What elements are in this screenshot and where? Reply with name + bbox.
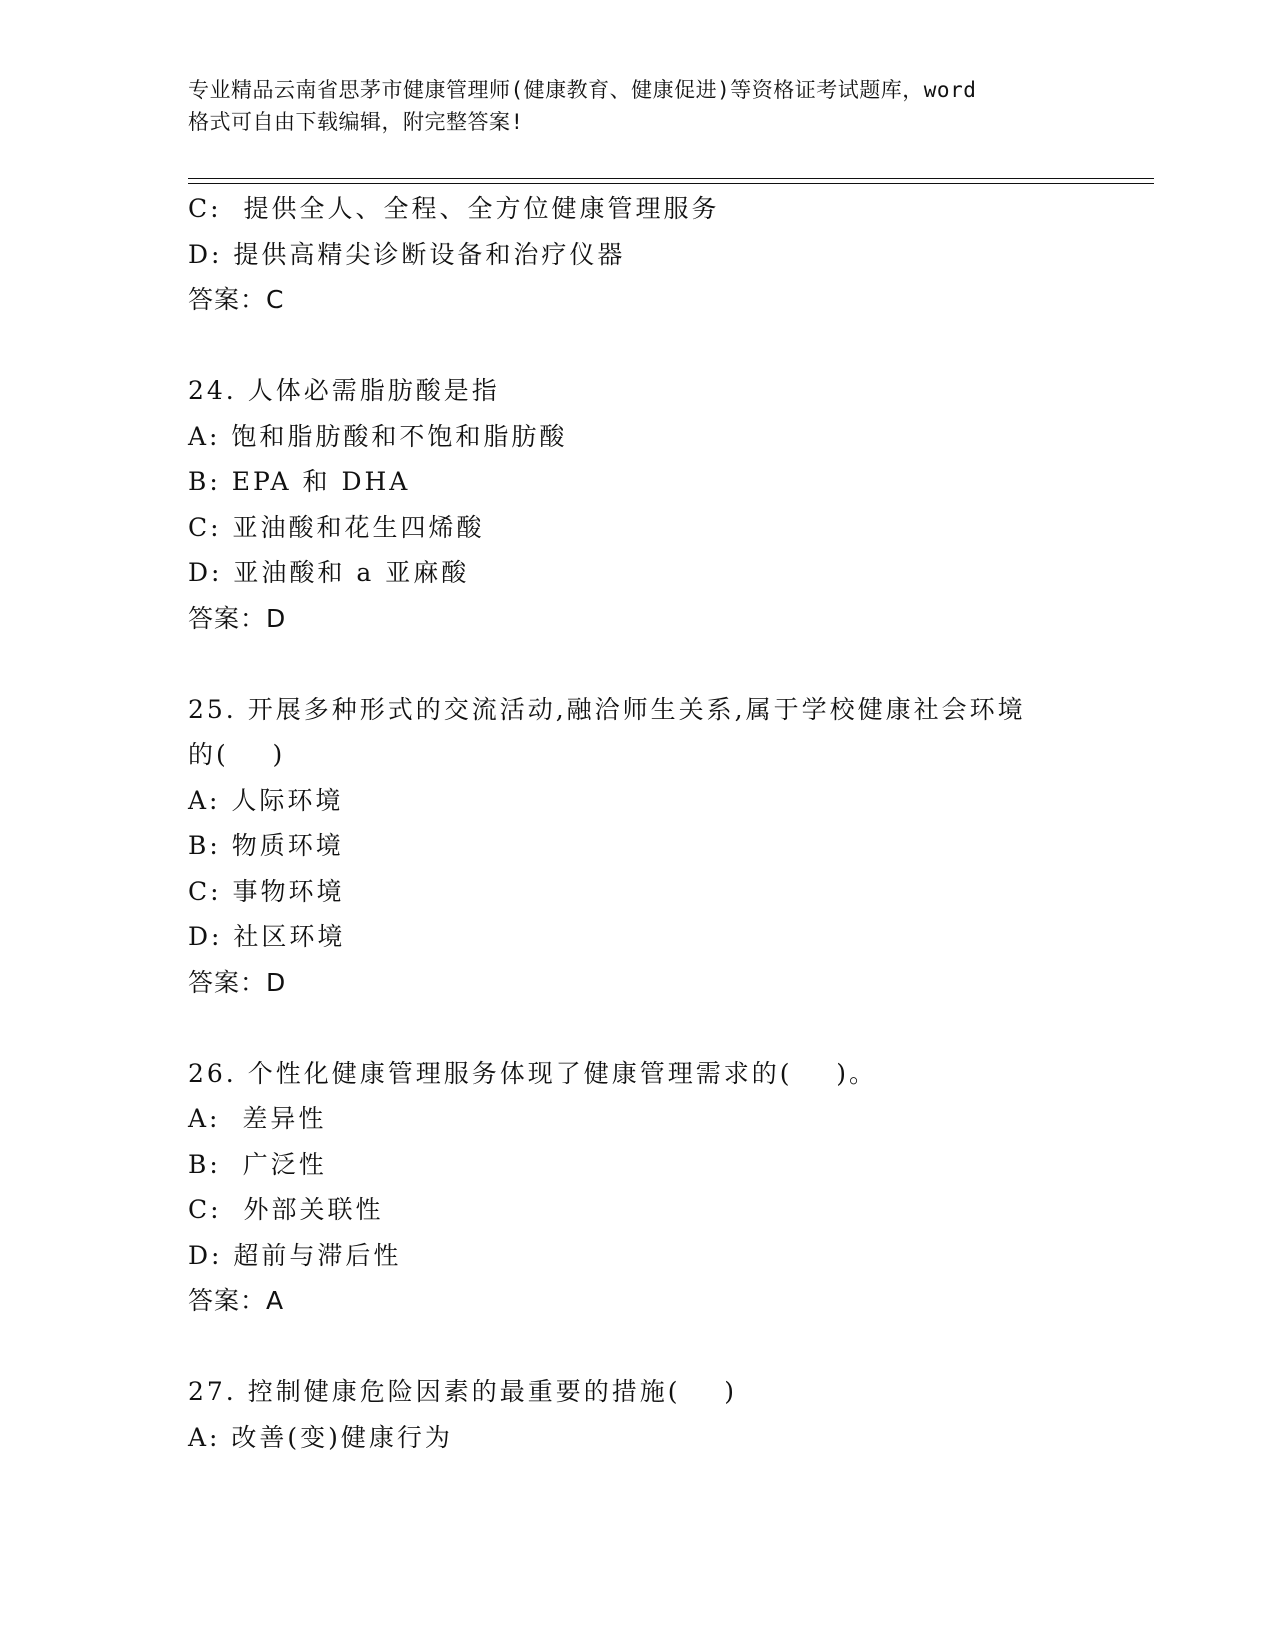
question-24 [188,368,1088,641]
question-25 [188,687,1088,1006]
option-a: A: 差异性 [188,1104,327,1133]
option-b: B: 广泛性 [188,1149,327,1179]
question-26 [188,1051,1088,1324]
question-27 [188,1369,1088,1460]
document-body [188,186,1088,1460]
option-a: A: 饱和脂肪酸和不饱和脂肪酸 [188,421,568,451]
spacer [188,323,1088,369]
option-c: C: 亚油酸和花生四烯酸 [188,512,485,542]
question-23-continued [188,186,1088,323]
header-line-1: 专业精品云南省思茅市健康管理师(健康教育、健康促进)等资格证考试题库，word [188,78,977,102]
option-d: D: 社区环境 [188,922,346,951]
question-stem: 25. 开展多种形式的交流活动,融洽师生关系,属于学校健康社会环境的( ) [188,694,1026,769]
header-divider-top [188,178,1154,179]
answer: 答案：A [188,1286,285,1315]
question-stem: 24. 人体必需脂肪酸是指 [188,376,500,405]
spacer [188,1324,1088,1370]
option-c: C: 事物环境 [188,876,345,906]
header-divider-bottom [188,183,1154,184]
question-stem: 26. 个性化健康管理服务体现了健康管理需求的( )。 [188,1058,878,1088]
option-d: D: 超前与滞后性 [188,1240,402,1270]
option-a: A: 人际环境 [188,785,344,815]
answer: 答案：D [188,603,287,633]
header-line-2: 格式可自由下载编辑，附完整答案! [188,110,524,134]
spacer [188,641,1088,687]
option-d: D: 亚油酸和 a 亚麻酸 [188,558,470,587]
spacer [188,1005,1088,1051]
option-b: B: EPA 和 DHA [188,467,411,496]
page-header [188,74,1088,138]
answer: 答案：D [188,967,287,997]
option-a: A: 改善(变)健康行为 [188,1422,453,1452]
option-c: C: 外部关联性 [188,1195,384,1224]
option-b: B: 物质环境 [188,831,344,860]
option-d: D: 提供高精尖诊断设备和治疗仪器 [188,239,626,269]
question-stem: 27. 控制健康危险因素的最重要的措施( ) [188,1377,738,1406]
option-c: C: 提供全人、全程、全方位健康管理服务 [188,194,720,223]
answer: 答案：C [188,285,285,314]
